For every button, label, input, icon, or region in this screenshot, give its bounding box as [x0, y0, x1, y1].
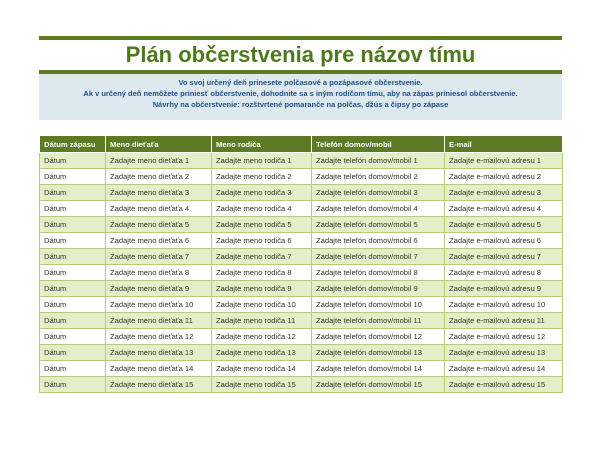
cell-child-name[interactable]: Zadajte meno dieťaťa 2 — [106, 169, 212, 185]
cell-phone[interactable]: Zadajte telefón domov/mobil 15 — [312, 377, 445, 393]
cell-phone[interactable]: Zadajte telefón domov/mobil 3 — [312, 185, 445, 201]
cell-child-name[interactable]: Zadajte meno dieťaťa 4 — [106, 201, 212, 217]
cell-phone[interactable]: Zadajte telefón domov/mobil 9 — [312, 281, 445, 297]
cell-parent-name[interactable]: Zadajte meno rodiča 1 — [212, 153, 312, 169]
cell-parent-name[interactable]: Zadajte meno rodiča 3 — [212, 185, 312, 201]
header-parent-name: Meno rodiča — [212, 136, 312, 153]
instructions-box — [39, 74, 562, 120]
header-email: E-mail — [445, 136, 563, 153]
cell-child-name[interactable]: Zadajte meno dieťaťa 13 — [106, 345, 212, 361]
cell-email[interactable]: Zadajte e-mailovú adresu 13 — [445, 345, 563, 361]
cell-child-name[interactable]: Zadajte meno dieťaťa 9 — [106, 281, 212, 297]
cell-phone[interactable]: Zadajte telefón domov/mobil 12 — [312, 329, 445, 345]
header-child-name: Meno dieťaťa — [106, 136, 212, 153]
table-row — [40, 297, 563, 313]
cell-email[interactable]: Zadajte e-mailovú adresu 11 — [445, 313, 563, 329]
snack-schedule-table — [39, 135, 563, 393]
cell-game-date[interactable]: Dátum — [40, 153, 106, 169]
cell-game-date[interactable]: Dátum — [40, 361, 106, 377]
page-title: Plán občerstvenia pre názov tímu — [125, 42, 476, 67]
cell-parent-name[interactable]: Zadajte meno rodiča 13 — [212, 345, 312, 361]
table-header-row — [40, 136, 563, 153]
table-row — [40, 185, 563, 201]
table-row — [40, 233, 563, 249]
cell-parent-name[interactable]: Zadajte meno rodiča 10 — [212, 297, 312, 313]
cell-parent-name[interactable]: Zadajte meno rodiča 12 — [212, 329, 312, 345]
table-row — [40, 361, 563, 377]
cell-child-name[interactable]: Zadajte meno dieťaťa 5 — [106, 217, 212, 233]
cell-parent-name[interactable]: Zadajte meno rodiča 9 — [212, 281, 312, 297]
table-row — [40, 153, 563, 169]
cell-parent-name[interactable]: Zadajte meno rodiča 15 — [212, 377, 312, 393]
cell-email[interactable]: Zadajte e-mailovú adresu 4 — [445, 201, 563, 217]
cell-email[interactable]: Zadajte e-mailovú adresu 12 — [445, 329, 563, 345]
cell-phone[interactable]: Zadajte telefón domov/mobil 7 — [312, 249, 445, 265]
cell-phone[interactable]: Zadajte telefón domov/mobil 10 — [312, 297, 445, 313]
cell-game-date[interactable]: Dátum — [40, 249, 106, 265]
cell-child-name[interactable]: Zadajte meno dieťaťa 15 — [106, 377, 212, 393]
cell-parent-name[interactable]: Zadajte meno rodiča 11 — [212, 313, 312, 329]
cell-game-date[interactable]: Dátum — [40, 265, 106, 281]
cell-game-date[interactable]: Dátum — [40, 169, 106, 185]
cell-game-date[interactable]: Dátum — [40, 185, 106, 201]
cell-email[interactable]: Zadajte e-mailovú adresu 15 — [445, 377, 563, 393]
cell-child-name[interactable]: Zadajte meno dieťaťa 8 — [106, 265, 212, 281]
table-row — [40, 249, 563, 265]
table-row — [40, 281, 563, 297]
cell-phone[interactable]: Zadajte telefón domov/mobil 14 — [312, 361, 445, 377]
cell-child-name[interactable]: Zadajte meno dieťaťa 1 — [106, 153, 212, 169]
cell-email[interactable]: Zadajte e-mailovú adresu 8 — [445, 265, 563, 281]
cell-phone[interactable]: Zadajte telefón domov/mobil 5 — [312, 217, 445, 233]
cell-game-date[interactable]: Dátum — [40, 313, 106, 329]
cell-phone[interactable]: Zadajte telefón domov/mobil 13 — [312, 345, 445, 361]
cell-game-date[interactable]: Dátum — [40, 345, 106, 361]
cell-email[interactable]: Zadajte e-mailovú adresu 1 — [445, 153, 563, 169]
cell-phone[interactable]: Zadajte telefón domov/mobil 6 — [312, 233, 445, 249]
cell-game-date[interactable]: Dátum — [40, 297, 106, 313]
cell-child-name[interactable]: Zadajte meno dieťaťa 3 — [106, 185, 212, 201]
table-body — [40, 153, 563, 393]
table-row — [40, 201, 563, 217]
cell-game-date[interactable]: Dátum — [40, 217, 106, 233]
cell-phone[interactable]: Zadajte telefón domov/mobil 8 — [312, 265, 445, 281]
table-row — [40, 265, 563, 281]
cell-email[interactable]: Zadajte e-mailovú adresu 10 — [445, 297, 563, 313]
cell-phone[interactable]: Zadajte telefón domov/mobil 4 — [312, 201, 445, 217]
cell-parent-name[interactable]: Zadajte meno rodiča 4 — [212, 201, 312, 217]
cell-parent-name[interactable]: Zadajte meno rodiča 2 — [212, 169, 312, 185]
cell-game-date[interactable]: Dátum — [40, 281, 106, 297]
cell-parent-name[interactable]: Zadajte meno rodiča 8 — [212, 265, 312, 281]
cell-child-name[interactable]: Zadajte meno dieťaťa 14 — [106, 361, 212, 377]
table-row — [40, 377, 563, 393]
cell-parent-name[interactable]: Zadajte meno rodiča 6 — [212, 233, 312, 249]
table-row — [40, 329, 563, 345]
cell-game-date[interactable]: Dátum — [40, 233, 106, 249]
cell-email[interactable]: Zadajte e-mailovú adresu 5 — [445, 217, 563, 233]
cell-parent-name[interactable]: Zadajte meno rodiča 14 — [212, 361, 312, 377]
cell-parent-name[interactable]: Zadajte meno rodiča 7 — [212, 249, 312, 265]
table-row — [40, 217, 563, 233]
table-row — [40, 313, 563, 329]
cell-child-name[interactable]: Zadajte meno dieťaťa 12 — [106, 329, 212, 345]
instruction-line: Ak v určený deň nemôžete priniesť občerstvenie, dohodnite sa s iným rodičom tímu, aby na zápas priniesol občerstvenie. — [83, 89, 518, 98]
cell-phone[interactable]: Zadajte telefón domov/mobil 1 — [312, 153, 445, 169]
cell-email[interactable]: Zadajte e-mailovú adresu 3 — [445, 185, 563, 201]
cell-email[interactable]: Zadajte e-mailovú adresu 7 — [445, 249, 563, 265]
header-phone: Telefón domov/mobil — [312, 136, 445, 153]
cell-phone[interactable]: Zadajte telefón domov/mobil 11 — [312, 313, 445, 329]
cell-email[interactable]: Zadajte e-mailovú adresu 2 — [445, 169, 563, 185]
cell-parent-name[interactable]: Zadajte meno rodiča 5 — [212, 217, 312, 233]
cell-child-name[interactable]: Zadajte meno dieťaťa 11 — [106, 313, 212, 329]
instruction-line: Návrhy na občerstvenie: rozštvrtené pomaranče na polčas, džús a čipsy po zápase — [152, 100, 449, 109]
table-row — [40, 169, 563, 185]
cell-game-date[interactable]: Dátum — [40, 201, 106, 217]
cell-game-date[interactable]: Dátum — [40, 329, 106, 345]
header-game-date: Dátum zápasu — [40, 136, 106, 153]
instruction-line: Vo svoj určený deň prinesete polčasové a pozápasové občerstvenie. — [178, 78, 423, 87]
table-row — [40, 345, 563, 361]
cell-phone[interactable]: Zadajte telefón domov/mobil 2 — [312, 169, 445, 185]
cell-child-name[interactable]: Zadajte meno dieťaťa 7 — [106, 249, 212, 265]
cell-email[interactable]: Zadajte e-mailovú adresu 9 — [445, 281, 563, 297]
cell-child-name[interactable]: Zadajte meno dieťaťa 10 — [106, 297, 212, 313]
cell-email[interactable]: Zadajte e-mailovú adresu 6 — [445, 233, 563, 249]
cell-email[interactable]: Zadajte e-mailovú adresu 14 — [445, 361, 563, 377]
cell-game-date[interactable]: Dátum — [40, 377, 106, 393]
cell-child-name[interactable]: Zadajte meno dieťaťa 6 — [106, 233, 212, 249]
